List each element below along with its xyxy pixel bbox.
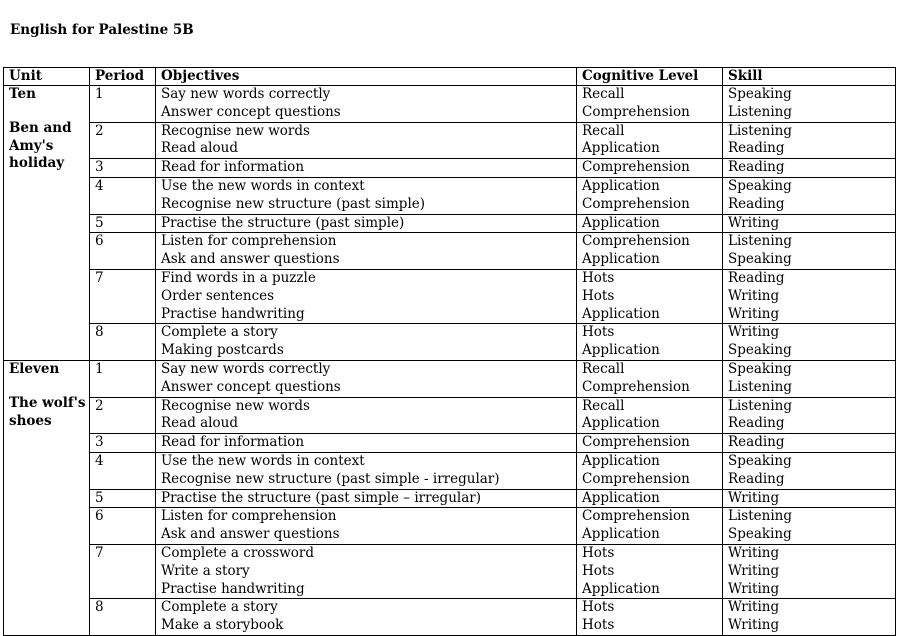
period-number: 3 — [95, 159, 104, 176]
objective-text: Read for information — [161, 434, 305, 451]
cognitive-level-text: Application — [582, 452, 660, 469]
skill-text: Listening — [728, 103, 792, 120]
objective-cell — [156, 159, 577, 178]
objective-text: Complete a story — [161, 599, 278, 616]
skill-cell — [723, 269, 896, 323]
skill-text: Speaking — [728, 526, 792, 543]
cognitive-level-cell — [577, 177, 723, 214]
objective-text: Make a storybook — [161, 617, 284, 634]
cognitive-level-text: Hots — [582, 562, 615, 579]
objective-cell — [156, 599, 577, 636]
cognitive-level-cell — [577, 86, 723, 123]
skill-cell — [723, 508, 896, 545]
skill-text: Reading — [728, 195, 785, 212]
table-row — [4, 397, 896, 434]
skill-text: Speaking — [728, 452, 792, 469]
objective-text: Making postcards — [161, 342, 284, 359]
objective-cell — [156, 508, 577, 545]
objective-text: Ask and answer questions — [161, 251, 340, 268]
unit-title: Ben and Amy's holiday — [9, 119, 72, 172]
cognitive-level-text: Comprehension — [582, 103, 690, 120]
period-cell — [90, 452, 156, 489]
skill-cell — [723, 177, 896, 214]
skill-cell — [723, 324, 896, 361]
objective-text: Say new words correctly — [161, 360, 331, 377]
skill-text: Writing — [728, 324, 780, 341]
cognitive-level-text: Application — [582, 526, 660, 543]
header-skill: Skill — [723, 68, 896, 86]
skill-cell — [723, 452, 896, 489]
objective-text: Read for information — [161, 159, 305, 176]
objective-text: Practise handwriting — [161, 305, 305, 322]
skill-text: Reading — [728, 269, 785, 286]
objective-text: Ask and answer questions — [161, 526, 340, 543]
period-cell — [90, 489, 156, 508]
objective-text: Answer concept questions — [161, 103, 341, 120]
unit-cell — [4, 360, 90, 635]
table-row — [4, 233, 896, 270]
period-number: 3 — [95, 434, 104, 451]
skill-cell — [723, 360, 896, 397]
objective-cell — [156, 489, 577, 508]
objective-cell — [156, 397, 577, 434]
objective-text: Practise handwriting — [161, 580, 305, 597]
objective-cell — [156, 452, 577, 489]
cognitive-level-text: Application — [582, 214, 660, 231]
cognitive-level-text: Recall — [582, 360, 625, 377]
skill-text: Writing — [728, 305, 780, 322]
cognitive-level-text: Comprehension — [582, 378, 690, 395]
cognitive-level-text: Hots — [582, 544, 615, 561]
skill-cell — [723, 159, 896, 178]
cognitive-level-cell — [577, 159, 723, 178]
cognitive-level-text: Comprehension — [582, 508, 690, 525]
period-cell — [90, 360, 156, 397]
table-row — [4, 434, 896, 453]
unit-title: The wolf's shoes — [9, 394, 86, 429]
objective-text: Read aloud — [161, 415, 238, 432]
skill-text: Speaking — [728, 360, 792, 377]
skill-text: Listening — [728, 508, 792, 525]
objective-cell — [156, 360, 577, 397]
cognitive-level-text: Recall — [582, 122, 625, 139]
skill-text: Writing — [728, 599, 780, 616]
skill-text: Listening — [728, 378, 792, 395]
cognitive-level-text: Application — [582, 251, 660, 268]
period-number: 2 — [95, 122, 104, 139]
cognitive-level-text: Application — [582, 415, 660, 432]
skill-cell — [723, 214, 896, 233]
skill-cell — [723, 233, 896, 270]
objective-text: Listen for comprehension — [161, 508, 337, 525]
skill-text: Reading — [728, 415, 785, 432]
table-body — [4, 86, 896, 636]
skill-cell — [723, 489, 896, 508]
cognitive-level-text: Recall — [582, 397, 625, 414]
header-objectives: Objectives — [156, 68, 577, 86]
period-number: 4 — [95, 452, 104, 469]
cognitive-level-cell — [577, 544, 723, 598]
cognitive-level-text: Hots — [582, 599, 615, 616]
objective-text: Order sentences — [161, 287, 275, 304]
objective-cell — [156, 233, 577, 270]
cognitive-level-cell — [577, 269, 723, 323]
objective-text: Answer concept questions — [161, 378, 341, 395]
period-number: 1 — [95, 360, 104, 377]
cognitive-level-text: Hots — [582, 287, 615, 304]
period-number: 5 — [95, 214, 104, 231]
cognitive-level-cell — [577, 508, 723, 545]
cognitive-level-text: Application — [582, 489, 660, 506]
period-number: 8 — [95, 599, 104, 616]
skill-text: Speaking — [728, 251, 792, 268]
period-cell — [90, 233, 156, 270]
period-number: 8 — [95, 324, 104, 341]
header-unit: Unit — [4, 68, 90, 86]
cognitive-level-cell — [577, 452, 723, 489]
period-cell — [90, 599, 156, 636]
objective-text: Practise the structure (past simple) — [161, 214, 405, 231]
cognitive-level-text: Comprehension — [582, 434, 690, 451]
table-row — [4, 269, 896, 323]
objective-cell — [156, 214, 577, 233]
cognitive-level-text: Application — [582, 580, 660, 597]
skill-cell — [723, 544, 896, 598]
cognitive-level-text: Application — [582, 342, 660, 359]
curriculum-table — [3, 67, 896, 636]
cognitive-level-cell — [577, 360, 723, 397]
skill-text: Listening — [728, 397, 792, 414]
period-cell — [90, 159, 156, 178]
objective-text: Recognise new words — [161, 397, 310, 414]
table-row — [4, 544, 896, 598]
table-row — [4, 489, 896, 508]
header-period: Period — [90, 68, 156, 86]
table-header-row — [4, 68, 896, 86]
cognitive-level-text: Application — [582, 305, 660, 322]
cognitive-level-text: Hots — [582, 324, 615, 341]
objective-cell — [156, 434, 577, 453]
objective-text: Recognise new words — [161, 122, 310, 139]
table-row — [4, 324, 896, 361]
cognitive-level-cell — [577, 122, 723, 159]
table-row — [4, 86, 896, 123]
objective-text: Use the new words in context — [161, 177, 365, 194]
cognitive-level-cell — [577, 397, 723, 434]
period-cell — [90, 544, 156, 598]
objective-text: Write a story — [161, 562, 250, 579]
document-title: English for Palestine 5B — [10, 22, 194, 38]
cognitive-level-cell — [577, 233, 723, 270]
cognitive-level-cell — [577, 489, 723, 508]
header-cognitive-level: Cognitive Level — [577, 68, 723, 86]
skill-cell — [723, 86, 896, 123]
table-row — [4, 452, 896, 489]
cognitive-level-text: Comprehension — [582, 233, 690, 250]
skill-text: Reading — [728, 159, 785, 176]
objective-text: Find words in a puzzle — [161, 269, 316, 286]
table-row — [4, 177, 896, 214]
unit-number: Ten — [9, 86, 36, 102]
objective-text: Use the new words in context — [161, 452, 365, 469]
period-number: 7 — [95, 269, 104, 286]
skill-text: Listening — [728, 233, 792, 250]
skill-text: Listening — [728, 122, 792, 139]
objective-cell — [156, 86, 577, 123]
period-number: 7 — [95, 544, 104, 561]
period-cell — [90, 177, 156, 214]
objective-text: Complete a story — [161, 324, 278, 341]
skill-text: Writing — [728, 580, 780, 597]
objective-text: Recognise new structure (past simple) — [161, 195, 426, 212]
cognitive-level-text: Application — [582, 177, 660, 194]
skill-text: Speaking — [728, 177, 792, 194]
skill-text: Reading — [728, 434, 785, 451]
skill-text: Writing — [728, 562, 780, 579]
objective-text: Say new words correctly — [161, 86, 331, 102]
period-cell — [90, 434, 156, 453]
cognitive-level-text: Recall — [582, 86, 625, 102]
objective-text: Read aloud — [161, 140, 238, 157]
period-number: 1 — [95, 86, 104, 102]
table-row — [4, 599, 896, 636]
objective-cell — [156, 177, 577, 214]
table-row — [4, 122, 896, 159]
objective-text: Complete a crossword — [161, 544, 315, 561]
period-number: 4 — [95, 177, 104, 194]
cognitive-level-cell — [577, 599, 723, 636]
unit-cell — [4, 86, 90, 361]
objective-text: Practise the structure (past simple – irregular) — [161, 489, 481, 506]
cognitive-level-text: Application — [582, 140, 660, 157]
period-cell — [90, 324, 156, 361]
skill-text: Speaking — [728, 86, 792, 102]
cognitive-level-text: Comprehension — [582, 159, 690, 176]
skill-text: Writing — [728, 287, 780, 304]
cognitive-level-cell — [577, 434, 723, 453]
skill-text: Writing — [728, 489, 780, 506]
period-cell — [90, 269, 156, 323]
skill-cell — [723, 122, 896, 159]
cognitive-level-text: Comprehension — [582, 195, 690, 212]
table-row — [4, 360, 896, 397]
objective-cell — [156, 544, 577, 598]
objective-text: Listen for comprehension — [161, 233, 337, 250]
objective-cell — [156, 122, 577, 159]
skill-text: Writing — [728, 214, 780, 231]
period-cell — [90, 508, 156, 545]
cognitive-level-text: Hots — [582, 269, 615, 286]
skill-cell — [723, 397, 896, 434]
period-number: 2 — [95, 397, 104, 414]
cognitive-level-text: Comprehension — [582, 470, 690, 487]
table-row — [4, 214, 896, 233]
period-number: 5 — [95, 489, 104, 506]
skill-text: Reading — [728, 470, 785, 487]
skill-text: Speaking — [728, 342, 792, 359]
unit-number: Eleven — [9, 360, 60, 377]
cognitive-level-cell — [577, 324, 723, 361]
period-cell — [90, 122, 156, 159]
skill-cell — [723, 434, 896, 453]
objective-text: Recognise new structure (past simple - irregular) — [161, 470, 500, 487]
skill-text: Writing — [728, 617, 780, 634]
skill-text: Reading — [728, 140, 785, 157]
table-row — [4, 508, 896, 545]
objective-cell — [156, 269, 577, 323]
skill-cell — [723, 599, 896, 636]
cognitive-level-text: Hots — [582, 617, 615, 634]
period-cell — [90, 86, 156, 123]
period-number: 6 — [95, 508, 104, 525]
period-cell — [90, 397, 156, 434]
cognitive-level-cell — [577, 214, 723, 233]
table-row — [4, 159, 896, 178]
period-number: 6 — [95, 233, 104, 250]
skill-text: Writing — [728, 544, 780, 561]
objective-cell — [156, 324, 577, 361]
period-cell — [90, 214, 156, 233]
